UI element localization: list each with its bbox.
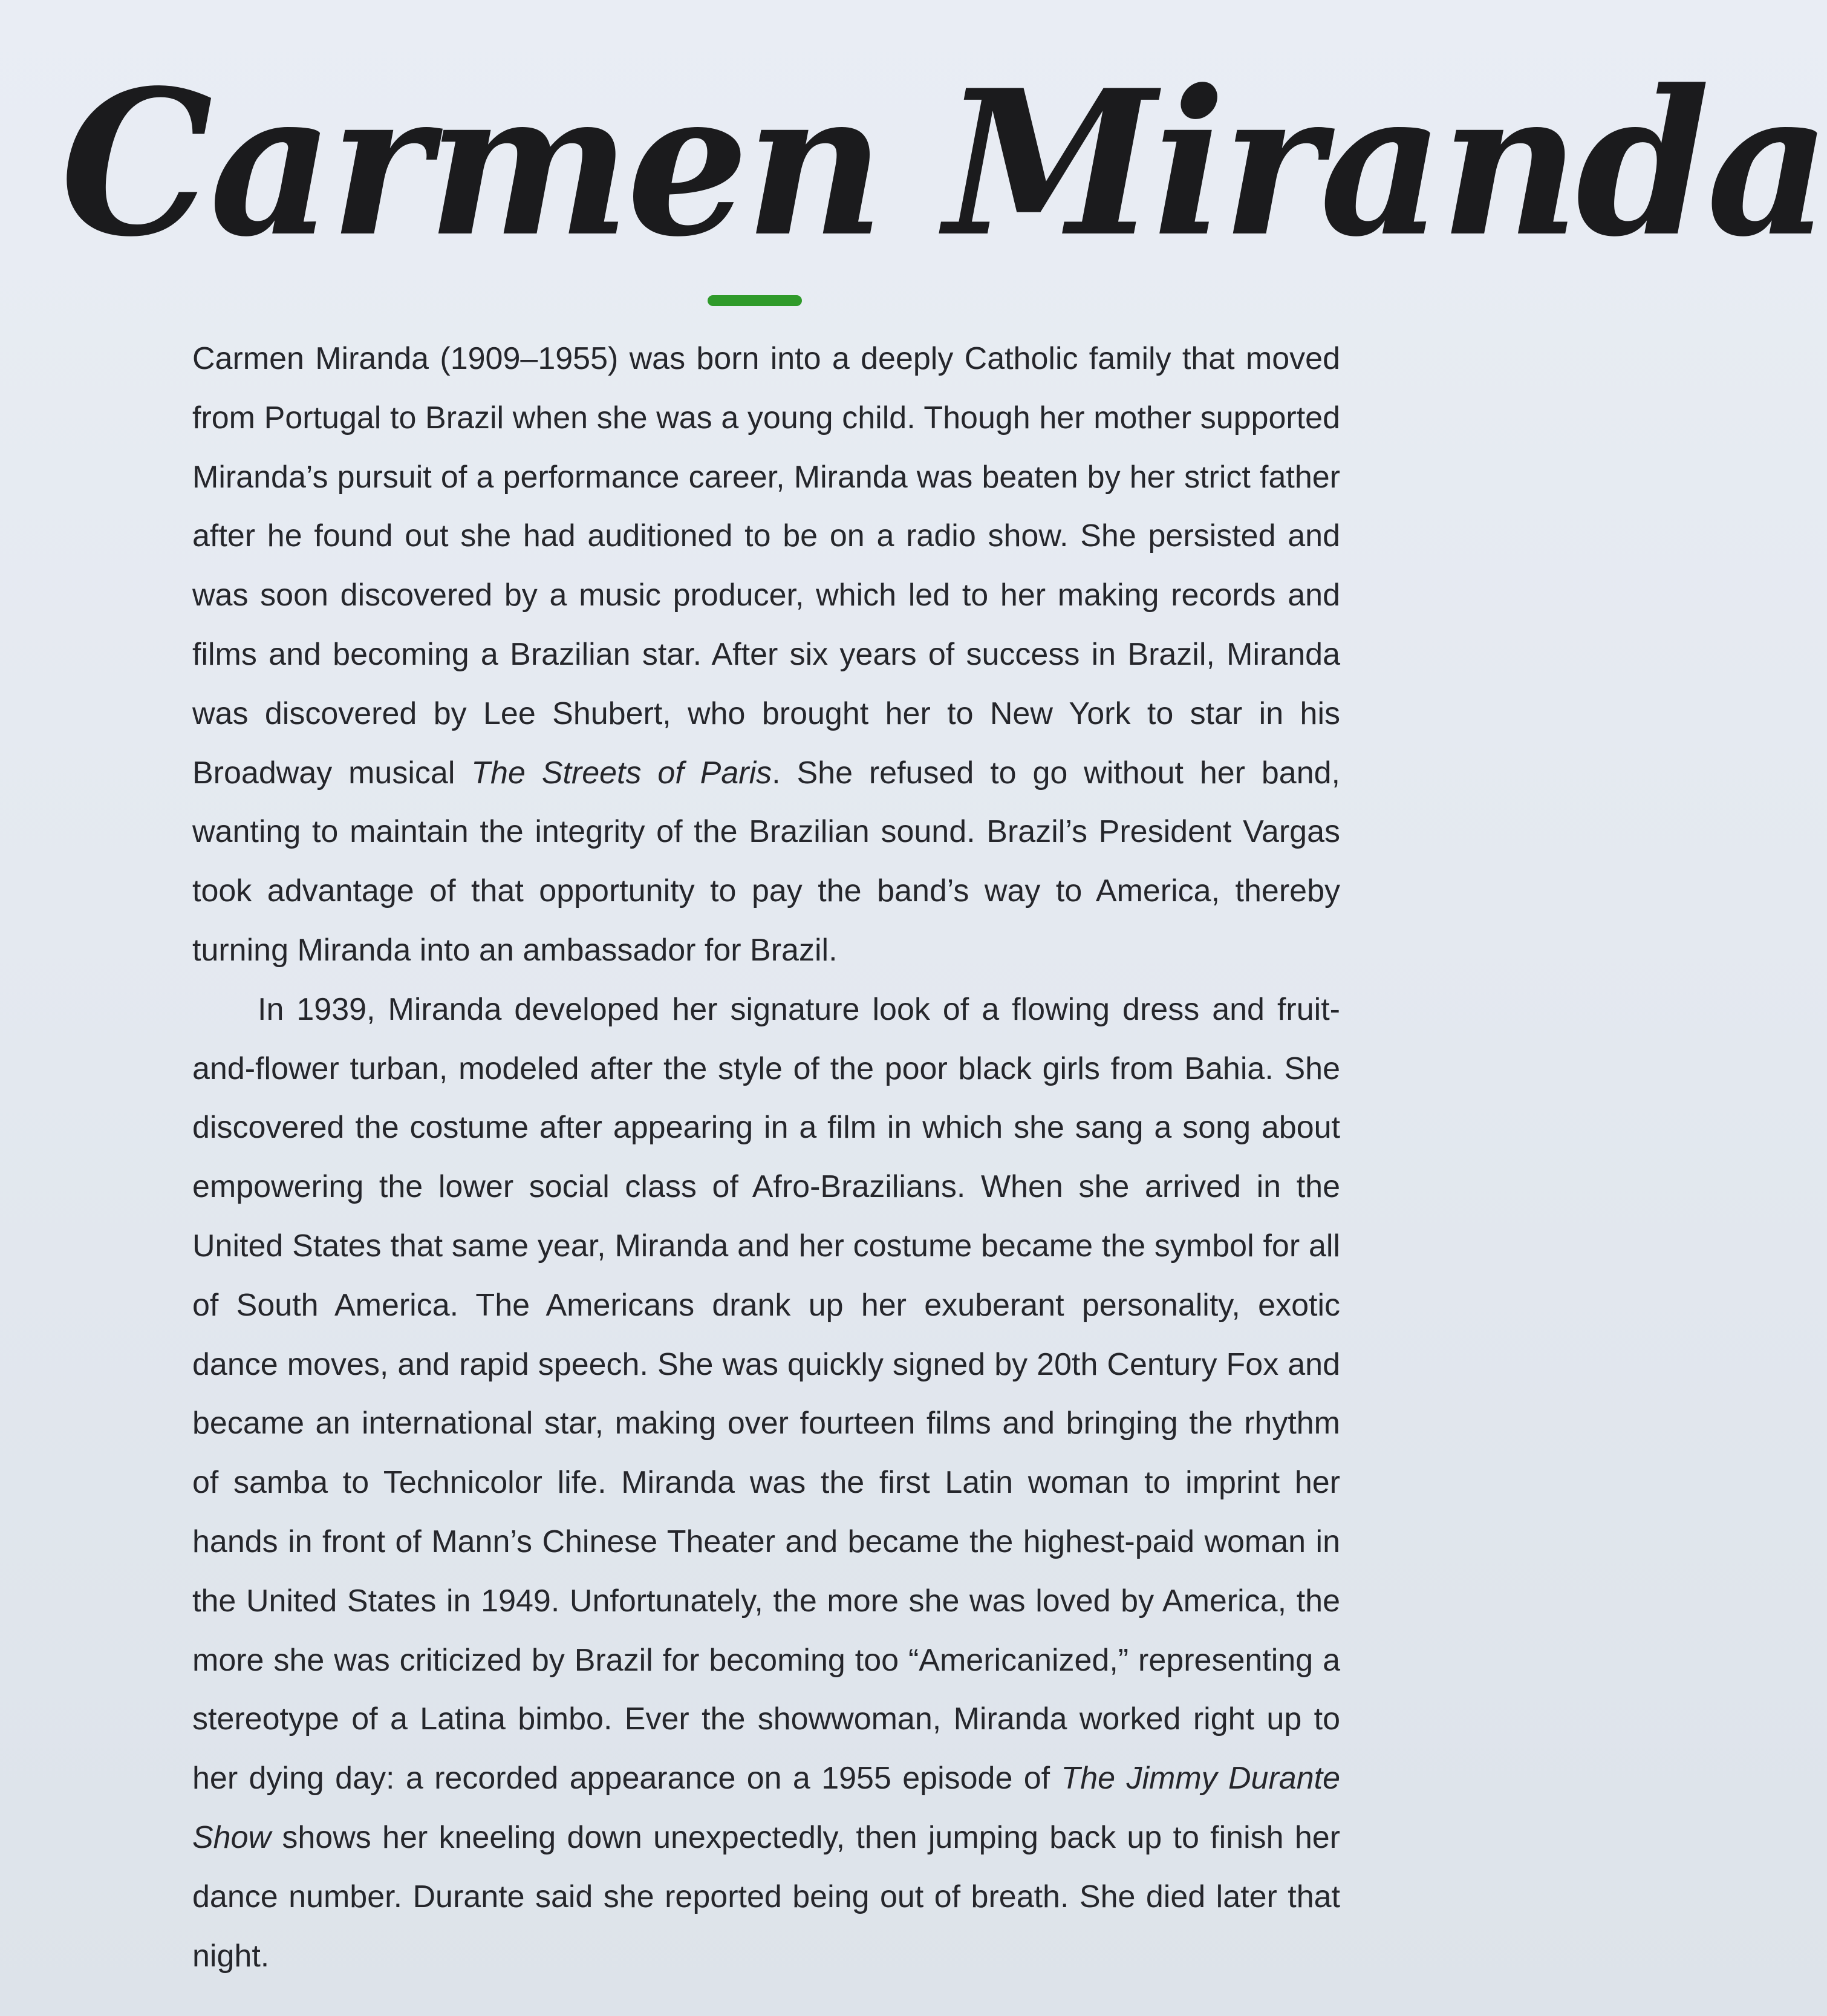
paragraph-1 xyxy=(192,330,1340,980)
page-title: Carmen Miranda xyxy=(60,46,1827,281)
paragraph-2 xyxy=(192,980,1340,1986)
title-accent-underline xyxy=(708,295,802,306)
paragraph-1-text-start: Carmen Miranda (1909–1955) was born into a deeply Catholic family that moved from Portugal to Brazil when she was a young child. Though her mother supported Miranda’s pursuit of a performance career, Miranda was beaten by her strict father after he found out she had auditioned to be on a radio show. She persisted and was soon discovered by a music producer, which led to her making records and films and becoming a Brazilian star. After six years of success in Brazil, Miranda was discovered by Lee Shubert, who brought her to New York to star in his Broadway musical xyxy=(192,341,1340,791)
article-body xyxy=(192,330,1340,1986)
paragraph-1-text-end: . She refused to go without her band, wanting to maintain the integrity of the Brazilian sound. Brazil’s President Vargas took advantage of that opportunity to pay the band’s way to America, thereby turning Miranda into an ambassador for Brazil. xyxy=(192,755,1341,968)
paragraph-2-text-start: In 1939, Miranda developed her signature look of a flowing dress and fruit-and-flower turban, modeled after the style of the poor black girls from Bahia. She discovered the costume after appearing in a film in which she sang a song about empowering the lower social class of Afro-Brazilians. When she arrived in the United States that same year, Miranda and her costume became the symbol for all of South America. The Americans drank up her exuberant personality, exotic dance moves, and rapid speech. She was quickly signed by 20th Century Fox and became an international star, making over fourteen films and bringing the rhythm of samba to Technicolor life. Miranda was the first Latin woman to imprint her hands in front of Mann’s Chinese Theater and became the highest-paid woman in the United States in 1949. Unfortunately, the more she was loved by America, the more she was criticized by Brazil for becoming too “Americanized,” representing a stereotype of a Latina bimbo. Ever the showwoman, Miranda worked right up to her dying day: a recorded appearance on a 1955 episode of xyxy=(192,991,1340,1796)
show-title: The Jimmy Durante Show xyxy=(192,1761,1341,1855)
musical-title: The Streets of Paris xyxy=(471,755,772,791)
paragraph-2-text-end: shows her kneeling down unexpectedly, then jumping back up to finish her dance number. Durante said she reported being out of breath. She died later that night. xyxy=(192,1819,1340,1974)
